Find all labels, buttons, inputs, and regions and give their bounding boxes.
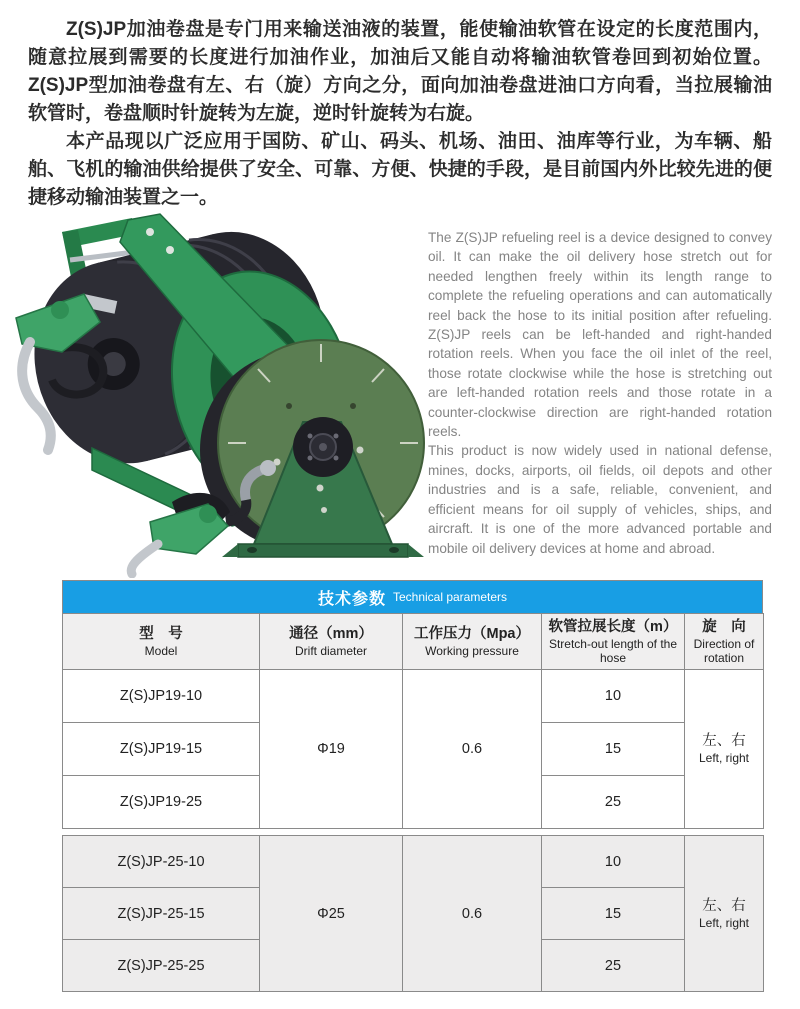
technical-parameters-section [62,580,763,992]
length-cell: 25 [542,940,685,992]
pressure-cell: 0.6 [403,836,542,992]
fuel-nozzle-icon [131,493,230,574]
rotation-cell: 左、右 Left, right [685,670,764,829]
table-title-en: Technical parameters [392,590,508,604]
table-title-cn: 技术参数 [317,590,386,608]
length-cell: 15 [542,888,685,940]
rotation-cell: 左、右 Left, right [685,836,764,992]
parameters-table-group-1 [62,613,764,829]
column-header-drift-diameter: 通径（mm） Drift diameter [260,614,403,670]
diameter-cell: Φ19 [260,670,403,829]
parameters-table-group-2 [62,835,764,992]
english-description [428,228,772,558]
intro-paragraph-2: 本产品现以广泛应用于国防、矿山、码头、机场、油田、油库等行业，为车辆、船舶、飞机的输油供给提供了安全、可靠、方便、快捷的手段，是目前国内外比较先进的便捷移动输油装置之一。 [28,131,772,208]
product-photos [0,210,430,578]
column-header-model: 型 号 Model [63,614,260,670]
intro-paragraph-1: Z(S)JP加油卷盘是专门用来输送油液的装置，能使输油软管在设定的长度范围内，随意拉展到需要的长度进行加油作业，加油后又能自动将输油软管卷回到初始位置。Z(S)JP型加油卷盘有左、右（旋）方向之分，面向加油卷盘进油口方向看，当拉展输油软管时，卷盘顺时针旋转为左旋，逆时针旋转为右旋。 [28,19,772,124]
model-cell: Z(S)JP19-15 [63,723,260,776]
model-cell: Z(S)JP19-10 [63,670,260,723]
model-cell: Z(S)JP-25-15 [63,888,260,940]
table-row [63,836,764,888]
length-cell: 10 [542,836,685,888]
table-row [63,670,764,723]
diameter-cell: Φ25 [260,836,403,992]
table-title-bar [62,580,763,613]
model-cell: Z(S)JP19-25 [63,776,260,829]
model-cell: Z(S)JP-25-10 [63,836,260,888]
chinese-intro [28,16,772,212]
length-cell: 25 [542,776,685,829]
column-header-working-pressure: 工作压力（Mpa） Working pressure [403,614,542,670]
description-paragraph-1: The Z(S)JP refueling reel is a device designed to convey oil. It can make the oil delivery hose stretch out for needed lengthen freely within its length range to complete the refueling operations and can automatically reel back the hose to its initial position after refueling. Z(S)JP reels can be left-handed and right-handed rotation reels. When you face the oil inlet of the reel, those rotate clockwise while the hose is stretching out are left-handed rotation reels and those rotate in a counter-clockwise direction are right-handed rotation reels. [428,230,772,440]
header-row [63,614,764,670]
length-cell: 15 [542,723,685,776]
model-cell: Z(S)JP-25-25 [63,940,260,992]
length-cell: 10 [542,670,685,723]
column-header-rotation: 旋 向 Direction of rotation [685,614,764,670]
description-paragraph-2: This product is now widely used in national defense, mines, docks, airports, oil fields, oil depots and other industries and is a safe, reliable, convenient, and efficient means for oil supply of vehicles, ships, and aircraft. It is one of the more advanced portable and mobile oil delivery devices at home and abroad. [428,443,772,556]
pressure-cell: 0.6 [403,670,542,829]
column-header-stretch-length: 软管拉展长度（m） Stretch-out length of the hose [542,614,685,670]
